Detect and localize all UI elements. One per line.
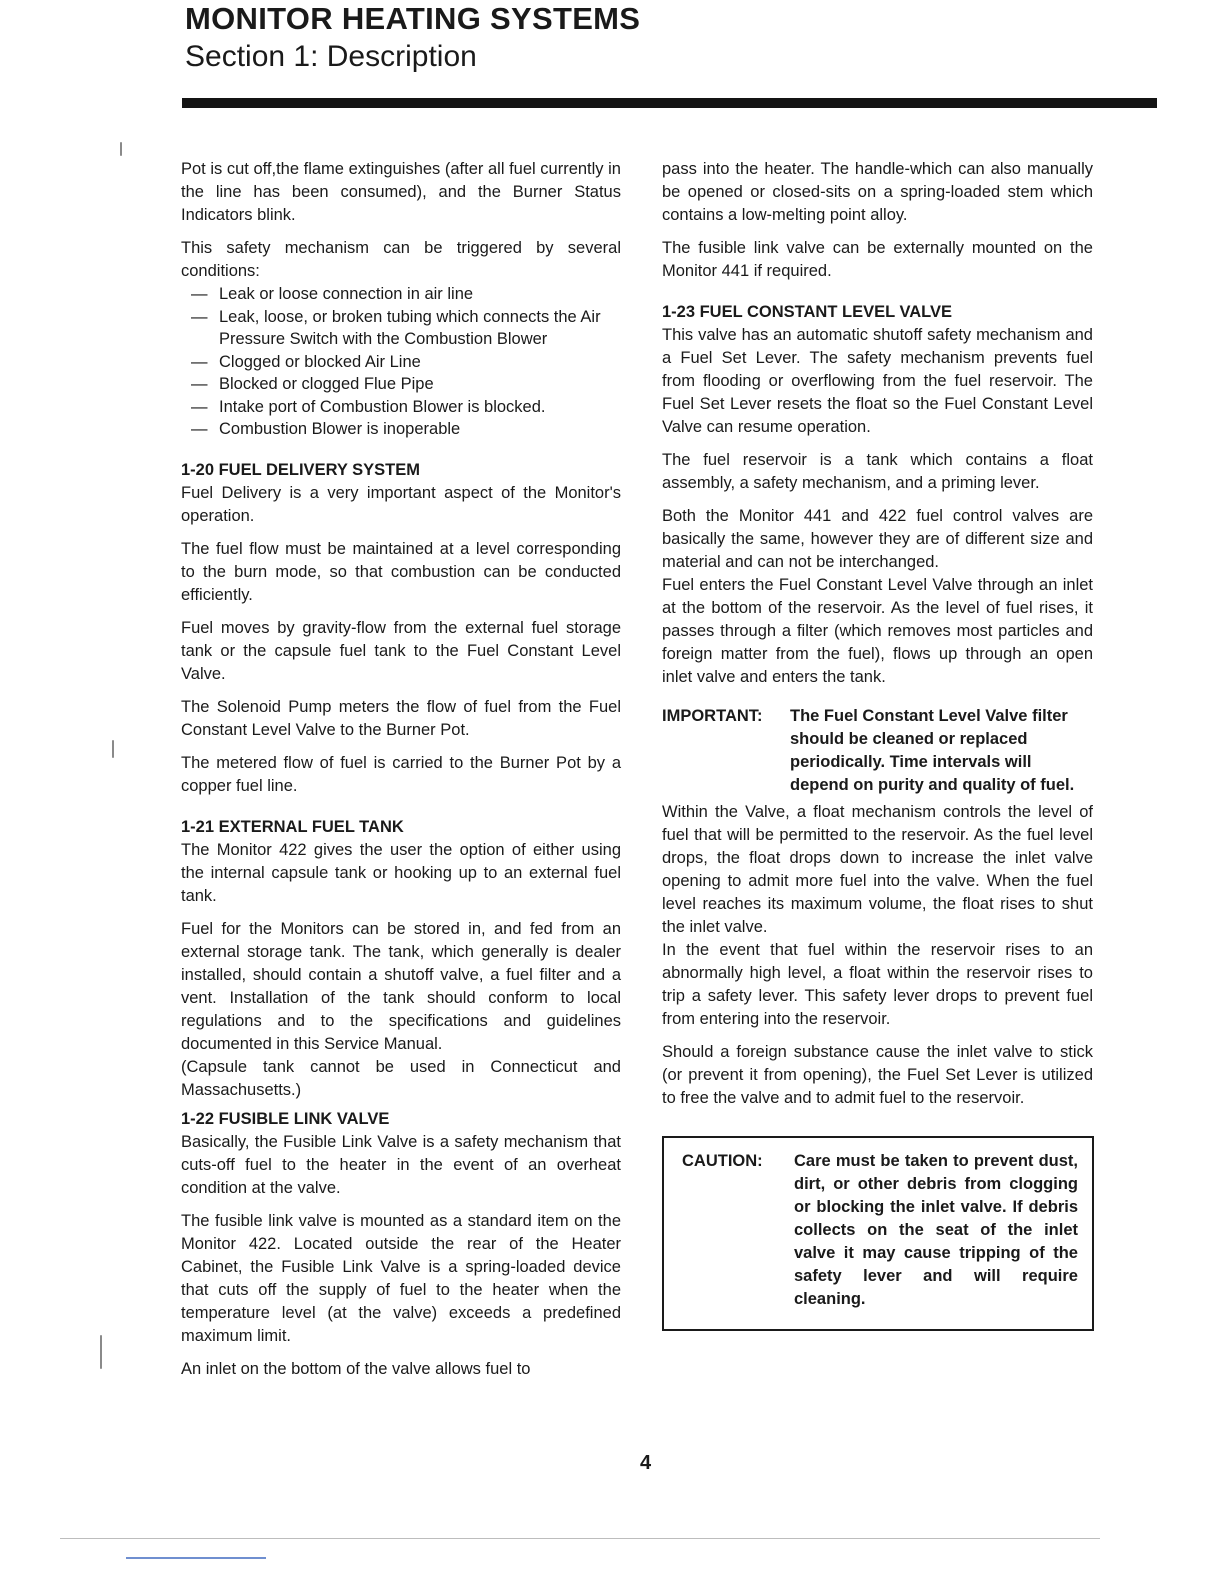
paragraph: The fusible link valve can be externally mounted on the Monitor 441 if required. bbox=[662, 239, 1093, 280]
intro-paragraph: Pot is cut off,the flame extinguishes (after all fuel currently in the line has been consumed), and the Burner Status Indicators blink. bbox=[181, 160, 621, 224]
paragraph: Should a foreign substance cause the inlet valve to stick (or prevent it from opening), the Fuel Set Lever is utilized to free the valve and to admit fuel to the reservoir. bbox=[662, 1043, 1093, 1107]
list-item: — Blocked or clogged Flue Pipe bbox=[191, 375, 434, 393]
paragraph: The fusible link valve is mounted as a standard item on the Monitor 422. Located outside the rear of the Heater Cabinet, the Fusible Link Valve is a spring-loaded device that cuts off the supply of fuel to the heater when the temperature level (at the valve) exceeds a predefined maximum limit. bbox=[181, 1211, 621, 1345]
scan-mark bbox=[112, 740, 114, 758]
paragraph: An inlet on the bottom of the valve allows fuel to bbox=[181, 1359, 531, 1378]
list-item: — Clogged or blocked Air Line bbox=[191, 352, 421, 371]
paragraph: Fuel moves by gravity-flow from the external fuel storage tank or the capsule fuel tank to the Fuel Constant Level Valve. bbox=[181, 618, 621, 683]
scan-mark bbox=[100, 1335, 102, 1369]
scan-mark bbox=[120, 142, 122, 156]
paragraph: Within the Valve, a float mechanism controls the level of fuel that will be permitted to the reservoir. As the fuel level drops, the float drops down to increase the inlet valve opening to admit more fuel into the valve. When the fuel level reaches its maximum volume, the float rises to shut the inlet valve. bbox=[662, 803, 1093, 936]
left-column bbox=[181, 158, 621, 1391]
important-label: IMPORTANT: bbox=[662, 707, 763, 725]
paragraph: The Monitor 422 gives the user the option of either using the internal capsule tank or hooking up to an external fuel tank. bbox=[181, 840, 621, 905]
paragraph: Fuel for the Monitors can be stored in, and fed from an external storage tank. The tank, which generally is dealer installed, should contain a shutoff valve, a fuel filter and a vent. Installation of the tank should conform to local regulations and to the specifications and guidelines documented in this Service Manual. bbox=[181, 919, 621, 1053]
header-rule bbox=[182, 98, 1157, 108]
paragraph: In the event that fuel within the reservoir rises to an abnormally high level, a float within the reservoir rises to trip a safety lever. This safety lever drops to prevent fuel from entering into the reservoir. bbox=[662, 941, 1093, 1028]
conditions-intro: This safety mechanism can be triggered by several conditions: bbox=[181, 239, 621, 280]
page-header bbox=[185, 0, 640, 76]
footer-rule bbox=[60, 1538, 1100, 1539]
important-note bbox=[662, 705, 1093, 797]
paragraph: The metered flow of fuel is carried to the Burner Pot by a copper fuel line. bbox=[181, 753, 621, 795]
caution-label: CAUTION: bbox=[682, 1152, 763, 1170]
caution-text: Care must be taken to prevent dust, dirt, or other debris from clogging or blocking the inlet valve. If debris collects on the seat of the inlet valve it may cause tripping of the safety lever and will require cleaning. bbox=[794, 1152, 1078, 1308]
list-item: — Leak or loose connection in air line bbox=[191, 285, 474, 303]
paragraph: The Solenoid Pump meters the flow of fuel from the Fuel Constant Level Valve to the Burner Pot. bbox=[181, 697, 621, 739]
list-item: — Combustion Blower is inoperable bbox=[191, 420, 461, 438]
right-column bbox=[662, 158, 1093, 1331]
document-title: MONITOR HEATING SYSTEMS bbox=[185, 1, 641, 36]
list-item: — Intake port of Combustion Blower is blocked. bbox=[191, 397, 546, 416]
paragraph: This valve has an automatic shutoff safety mechanism and a Fuel Set Lever. The safety mechanism prevents fuel from flooding or overflowing from the fuel reservoir. The Fuel Set Lever resets the float so the Fuel Constant Level Valve can resume operation. bbox=[662, 326, 1093, 436]
paragraph: Basically, the Fusible Link Valve is a safety mechanism that cuts-off fuel to the heater in the event of an overheat condition at the valve. bbox=[181, 1132, 621, 1197]
conditions-list bbox=[181, 283, 621, 441]
page-number: 4 bbox=[640, 1452, 652, 1474]
paragraph: The fuel flow must be maintained at a level corresponding to the burn mode, so that combustion can be conducted efficiently. bbox=[181, 539, 621, 604]
paragraph: Fuel enters the Fuel Constant Level Valve through an inlet at the bottom of the reservoir. As the level of fuel rises, it passes through a filter (which removes most particles and foreign matter from the fuel), flows up through an open inlet valve and enters the tank. bbox=[662, 576, 1093, 686]
important-text: The Fuel Constant Level Valve filter should be cleaned or replaced periodically. Time intervals will depend on purity and quality of fuel. bbox=[790, 707, 1075, 794]
heading-1-21: 1-21 EXTERNAL FUEL TANK bbox=[181, 817, 404, 836]
paragraph: The fuel reservoir is a tank which contains a float assembly, a safety mechanism, and a priming lever. bbox=[662, 451, 1093, 492]
paragraph: pass into the heater. The handle-which can also manually be opened or closed-sits on a spring-loaded stem which contains a low-melting point alloy. bbox=[662, 160, 1093, 224]
paragraph: Fuel Delivery is a very important aspect of the Monitor's operation. bbox=[181, 483, 621, 525]
list-item: — Leak, loose, or broken tubing which connects the Air Pressure Switch with the Combustion Blower bbox=[191, 307, 601, 348]
caution-box bbox=[662, 1136, 1094, 1331]
footer-mark bbox=[126, 1557, 266, 1559]
heading-1-23: 1-23 FUEL CONSTANT LEVEL VALVE bbox=[662, 303, 953, 321]
heading-1-22: 1-22 FUSIBLE LINK VALVE bbox=[181, 1109, 390, 1128]
paragraph: (Capsule tank cannot be used in Connecticut and Massachusetts.) bbox=[181, 1057, 621, 1099]
paragraph: Both the Monitor 441 and 422 fuel control valves are basically the same, however they are of different size and material and can not be interchanged. bbox=[662, 507, 1093, 571]
heading-1-20: 1-20 FUEL DELIVERY SYSTEM bbox=[181, 460, 421, 479]
section-title: Section 1: Description bbox=[185, 40, 477, 73]
